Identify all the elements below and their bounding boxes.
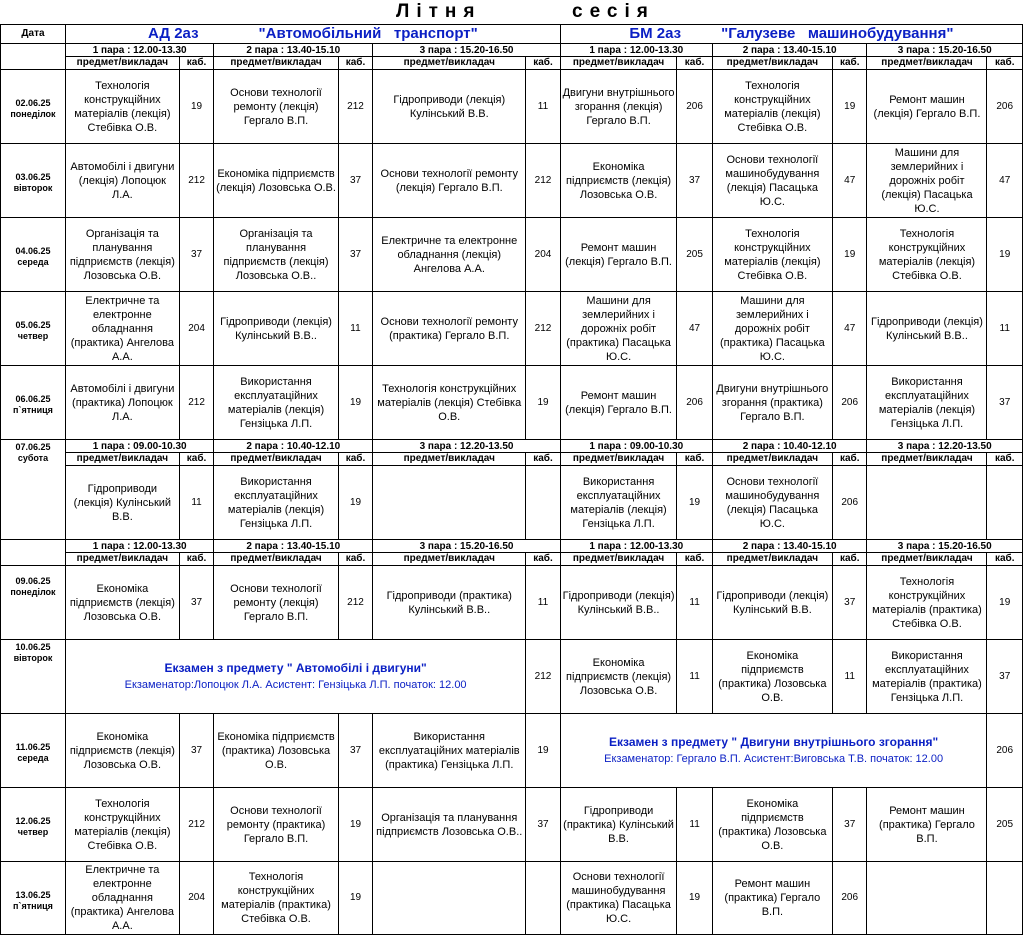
- pair-time: 3 пара : 12.20-13.50: [373, 440, 561, 453]
- room-cell: 212: [179, 144, 214, 218]
- lesson-cell: Використання експлуатаційних матеріалів (лекція) Гензіцька Л.П.: [214, 466, 338, 540]
- lesson-cell: Технологія конструкційних матеріалів (лекція) Стебівка О.В.: [867, 218, 987, 292]
- group-code: АД 2аз: [147, 25, 199, 42]
- lesson-cell: Ремонт машин (практика) Гергало В.П.: [712, 862, 832, 935]
- lesson-cell: Технологія конструкційних матеріалів (практика) Стебівка О.В.: [867, 566, 987, 640]
- lesson-cell: [867, 466, 987, 540]
- room-cell: 206: [832, 466, 867, 540]
- lesson-cell: Двигуни внутрішнього згорання (лекція) Гергало В.П.: [560, 70, 677, 144]
- subject-teacher-header: предмет/викладач: [214, 453, 338, 466]
- room-header: каб.: [987, 453, 1023, 466]
- date: 10.06.25: [15, 642, 51, 652]
- room-cell: 204: [179, 862, 214, 935]
- subject-teacher-header: предмет/викладач: [65, 453, 179, 466]
- room-header: каб.: [179, 453, 214, 466]
- subject-teacher-header: предмет/викладач: [560, 57, 677, 70]
- weekday: четвер: [17, 827, 49, 837]
- lesson-cell: Основи технології машинобудування (лекція) Пасацька Ю.С.: [712, 466, 832, 540]
- lesson-cell: Машини для землерийних і дорожніх робіт (практика) Пасацька Ю.С.: [560, 292, 677, 366]
- group-header-1: [65, 25, 560, 44]
- table-row: [1, 57, 1023, 70]
- room-header: каб.: [338, 453, 373, 466]
- room-cell: 212: [526, 292, 561, 366]
- room-cell: 11: [677, 788, 712, 862]
- room-header: каб.: [526, 453, 561, 466]
- room-cell: 212: [179, 788, 214, 862]
- subject-teacher-header: предмет/викладач: [214, 553, 338, 566]
- table-row: [1, 44, 1023, 57]
- room-cell: 206: [832, 862, 867, 935]
- lesson-cell: Використання експлуатаційних матеріалів (практика) Гензіцька Л.П.: [373, 714, 526, 788]
- date: 07.06.25: [15, 442, 51, 452]
- date-cell: [1, 714, 66, 788]
- subject-teacher-header: предмет/викладач: [373, 57, 526, 70]
- date-cell: [1, 144, 66, 218]
- date-cell: [1, 566, 66, 640]
- room-header: каб.: [832, 553, 867, 566]
- pair-time: 2 пара : 13.40-15.10: [712, 540, 867, 553]
- date-cell: [1, 218, 66, 292]
- table-row: [1, 453, 1023, 466]
- table-row: [1, 144, 1023, 218]
- lesson-cell: Ремонт машин (лекція) Гергало В.П.: [560, 218, 677, 292]
- subject-teacher-header: предмет/викладач: [65, 57, 179, 70]
- room-cell: 37: [987, 366, 1023, 440]
- room-header: каб.: [179, 553, 214, 566]
- date-cell: [1, 292, 66, 366]
- pair-time: 1 пара : 12.00-13.30: [65, 540, 213, 553]
- room-cell: 37: [832, 566, 867, 640]
- weekday: вівторок: [13, 183, 53, 193]
- lesson-cell: Гідроприводи (лекція) Кулінський В.В..: [214, 292, 338, 366]
- room-cell: 212: [526, 144, 561, 218]
- room-cell: 11: [832, 640, 867, 714]
- pair-time: 1 пара : 09.00-10.30: [65, 440, 213, 453]
- exam-title: Екзамен з предмету " Автомобілі і двигуни": [164, 660, 427, 675]
- exam-cell: [65, 640, 525, 714]
- room-cell: [526, 862, 561, 935]
- date-cell: [1, 70, 66, 144]
- lesson-cell: Машини для землерийних і дорожніх робіт (практика) Пасацька Ю.С.: [712, 292, 832, 366]
- lesson-cell: Електричне та електронне обладнання (практика) Ангелова А.А.: [65, 292, 179, 366]
- room-cell: 19: [338, 862, 373, 935]
- subject-teacher-header: предмет/викладач: [867, 453, 987, 466]
- table-row: [1, 292, 1023, 366]
- lesson-cell: Основи технології ремонту (лекція) Гергало В.П.: [373, 144, 526, 218]
- lesson-cell: Електричне та електронне обладнання (лекція) Ангелова А.А.: [373, 218, 526, 292]
- date-cell-empty: [1, 44, 66, 70]
- pair-time: 2 пара : 13.40-15.10: [214, 44, 373, 57]
- group-header-2: [560, 25, 1022, 44]
- lesson-cell: Економіка підприємств (лекція) Лозовська О.В.: [560, 144, 677, 218]
- room-cell: 19: [832, 218, 867, 292]
- room-cell: 212: [526, 640, 561, 714]
- pair-time: 1 пара : 12.00-13.30: [560, 44, 712, 57]
- date: 13.06.25: [15, 890, 51, 900]
- room-cell: 204: [526, 218, 561, 292]
- date: 04.06.25: [15, 246, 51, 256]
- room-header: каб.: [338, 57, 373, 70]
- pair-time: 3 пара : 15.20-16.50: [373, 44, 561, 57]
- lesson-cell: Основи технології ремонту (лекція) Гергало В.П.: [214, 70, 338, 144]
- lesson-cell: Технологія конструкційних матеріалів (лекція) Стебівка О.В.: [712, 70, 832, 144]
- lesson-cell: Основи технології ремонту (практика) Гергало В.П.: [373, 292, 526, 366]
- lesson-cell: Технологія конструкційних матеріалів (лекція) Стебівка О.В.: [65, 788, 179, 862]
- group-specialty: "Галузеве машинобудування": [721, 25, 954, 42]
- table-row: [1, 25, 1023, 44]
- timetable-table: [0, 24, 1023, 935]
- room-cell: 37: [987, 640, 1023, 714]
- lesson-cell: Економіка підприємств (практика) Лозовська О.В.: [712, 640, 832, 714]
- table-row: [1, 440, 1023, 453]
- pair-time: 3 пара : 15.20-16.50: [867, 44, 1023, 57]
- table-row: [1, 788, 1023, 862]
- room-cell: 19: [987, 218, 1023, 292]
- date: 05.06.25: [15, 320, 51, 330]
- lesson-cell: [373, 466, 526, 540]
- subject-teacher-header: предмет/викладач: [214, 57, 338, 70]
- date-cell: [1, 440, 66, 540]
- lesson-cell: Економіка підприємств (практика) Лозовська О.В.: [712, 788, 832, 862]
- room-header: каб.: [526, 57, 561, 70]
- table-row: [1, 553, 1023, 566]
- pair-time: 1 пара : 12.00-13.30: [65, 44, 213, 57]
- room-cell: 11: [987, 292, 1023, 366]
- lesson-cell: Ремонт машин (лекція) Гергало В.П.: [560, 366, 677, 440]
- room-cell: 11: [677, 640, 712, 714]
- subject-teacher-header: предмет/викладач: [560, 553, 677, 566]
- room-cell: [987, 862, 1023, 935]
- room-cell: 37: [338, 218, 373, 292]
- room-cell: 11: [677, 566, 712, 640]
- table-row: [1, 640, 1023, 714]
- room-cell: 11: [179, 466, 214, 540]
- weekday: понеділок: [10, 587, 56, 597]
- table-row: [1, 366, 1023, 440]
- room-cell: [526, 466, 561, 540]
- subject-teacher-header: предмет/викладач: [867, 553, 987, 566]
- room-header: каб.: [338, 553, 373, 566]
- lesson-cell: Організація та планування підприємств Лозовська О.В..: [373, 788, 526, 862]
- date-cell: [1, 366, 66, 440]
- room-cell: 11: [526, 70, 561, 144]
- room-cell: 19: [338, 366, 373, 440]
- room-cell: 206: [677, 70, 712, 144]
- room-cell: 19: [832, 70, 867, 144]
- room-header: каб.: [179, 57, 214, 70]
- lesson-cell: Використання експлуатаційних матеріалів (практика) Гензіцька Л.П.: [867, 640, 987, 714]
- lesson-cell: Основи технології машинобудування (лекція) Пасацька Ю.С.: [712, 144, 832, 218]
- exam-title: Екзамен з предмету " Двигуни внутрішнього згорання": [609, 734, 939, 749]
- room-cell: 19: [526, 366, 561, 440]
- subject-teacher-header: предмет/викладач: [712, 57, 832, 70]
- group-specialty: "Автомобільний транспорт": [258, 25, 478, 42]
- lesson-cell: Економіка підприємств (лекція) Лозовська О.В.: [214, 144, 338, 218]
- room-cell: 37: [526, 788, 561, 862]
- room-cell: 212: [338, 566, 373, 640]
- lesson-cell: Гідроприводи (лекція) Кулінський В.В.: [373, 70, 526, 144]
- room-cell: 205: [677, 218, 712, 292]
- lesson-cell: Електричне та електронне обладнання (практика) Ангелова А.А.: [65, 862, 179, 935]
- pair-time: 2 пара : 10.40-12.10: [712, 440, 867, 453]
- pair-time: 2 пара : 13.40-15.10: [712, 44, 867, 57]
- room-header: каб.: [677, 553, 712, 566]
- weekday: понеділок: [10, 109, 56, 119]
- subject-teacher-header: предмет/викладач: [65, 553, 179, 566]
- lesson-cell: Двигуни внутрішнього згорання (практика) Гергало В.П.: [712, 366, 832, 440]
- room-cell: 47: [832, 144, 867, 218]
- table-row: [1, 70, 1023, 144]
- pair-time: 3 пара : 15.20-16.50: [373, 540, 561, 553]
- table-row: [1, 540, 1023, 553]
- room-cell: 37: [677, 144, 712, 218]
- weekday: субота: [17, 453, 49, 463]
- group-code: БМ 2аз: [629, 25, 682, 42]
- lesson-cell: Використання експлуатаційних матеріалів (лекція) Гензіцька Л.П.: [867, 366, 987, 440]
- pair-time: 2 пара : 13.40-15.10: [214, 540, 373, 553]
- pair-time: 1 пара : 12.00-13.30: [560, 540, 712, 553]
- room-cell: 19: [526, 714, 561, 788]
- title-part-2: сесія: [572, 1, 655, 22]
- room-cell: 11: [526, 566, 561, 640]
- room-header: каб.: [526, 553, 561, 566]
- room-header: каб.: [987, 57, 1023, 70]
- exam-details: Екзаменатор:Лопоцюк Л.А. Асистент: Гензіцька Л.П. початок: 12.00: [124, 678, 467, 691]
- date-cell: [1, 640, 66, 714]
- lesson-cell: Використання експлуатаційних матеріалів (лекція) Гензіцька Л.П.: [560, 466, 677, 540]
- room-cell: 212: [179, 366, 214, 440]
- weekday: п`ятниця: [13, 405, 53, 415]
- table-row: [1, 862, 1023, 935]
- room-header: каб.: [832, 453, 867, 466]
- room-cell: 37: [338, 144, 373, 218]
- lesson-cell: Основи технології ремонту (лекція) Гергало В.П.: [214, 566, 338, 640]
- lesson-cell: Автомобілі і двигуни (практика) Лопоцюк Л.А.: [65, 366, 179, 440]
- lesson-cell: Гідроприводи (лекція) Кулінський В.В.: [712, 566, 832, 640]
- room-cell: 37: [179, 218, 214, 292]
- lesson-cell: Організація та планування підприємств (лекція) Лозовська О.В..: [214, 218, 338, 292]
- lesson-cell: Машини для землерийних і дорожніх робіт (лекція) Пасацька Ю.С.: [867, 144, 987, 218]
- table-row: [1, 218, 1023, 292]
- room-cell: 37: [179, 566, 214, 640]
- room-cell: 206: [987, 70, 1023, 144]
- weekday: середа: [17, 257, 49, 267]
- date-header: Дата: [1, 25, 66, 44]
- lesson-cell: [373, 862, 526, 935]
- date: 03.06.25: [15, 172, 51, 182]
- room-cell: 205: [987, 788, 1023, 862]
- room-header: каб.: [987, 553, 1023, 566]
- date: 11.06.25: [15, 742, 51, 752]
- room-cell: 37: [179, 714, 214, 788]
- pair-time: 2 пара : 10.40-12.10: [214, 440, 373, 453]
- room-cell: 47: [677, 292, 712, 366]
- room-cell: 19: [179, 70, 214, 144]
- exam-details: Екзаменатор: Гергало В.П. Асистент:Виговська Т.В. початок: 12.00: [604, 752, 944, 765]
- weekday: вівторок: [13, 653, 53, 663]
- subject-teacher-header: предмет/викладач: [373, 453, 526, 466]
- room-cell: 204: [179, 292, 214, 366]
- table-row: [1, 566, 1023, 640]
- room-cell: 206: [987, 714, 1023, 788]
- weekday: середа: [17, 753, 49, 763]
- title-part-1: Літня: [396, 1, 482, 22]
- room-cell: [987, 466, 1023, 540]
- table-row: [1, 714, 1023, 788]
- exam-cell: [560, 714, 987, 788]
- lesson-cell: Гідроприводи (практика) Кулінський В.В.: [560, 788, 677, 862]
- pair-time: 1 пара : 09.00-10.30: [560, 440, 712, 453]
- room-cell: 206: [677, 366, 712, 440]
- date: 12.06.25: [15, 816, 51, 826]
- room-header: каб.: [832, 57, 867, 70]
- lesson-cell: Економіка підприємств (лекція) Лозовська О.В.: [65, 714, 179, 788]
- date-cell: [1, 862, 66, 935]
- lesson-cell: Технологія конструкційних матеріалів (лекція) Стебівка О.В.: [712, 218, 832, 292]
- subject-teacher-header: предмет/викладач: [560, 453, 677, 466]
- lesson-cell: Економіка підприємств (лекція) Лозовська О.В.: [560, 640, 677, 714]
- lesson-cell: Економіка підприємств (практика) Лозовська О.В.: [214, 714, 338, 788]
- lesson-cell: Ремонт машин (практика) Гергало В.П.: [867, 788, 987, 862]
- weekday: четвер: [17, 331, 49, 341]
- lesson-cell: Автомобілі і двигуни (лекція) Лопоцюк Л.А.: [65, 144, 179, 218]
- pair-time: 3 пара : 12.20-13.50: [867, 440, 1023, 453]
- subject-teacher-header: предмет/викладач: [867, 57, 987, 70]
- lesson-cell: Гідроприводи (лекція) Кулінський В.В.: [65, 466, 179, 540]
- date-cell: [1, 788, 66, 862]
- room-cell: 11: [338, 292, 373, 366]
- date: 09.06.25: [15, 576, 51, 586]
- pair-time: 3 пара : 15.20-16.50: [867, 540, 1023, 553]
- table-row: [1, 466, 1023, 540]
- date: 06.06.25: [15, 394, 51, 404]
- lesson-cell: Гідроприводи (лекція) Кулінський В.В..: [867, 292, 987, 366]
- room-cell: 19: [338, 466, 373, 540]
- room-cell: 47: [832, 292, 867, 366]
- lesson-cell: [867, 862, 987, 935]
- room-cell: 19: [677, 862, 712, 935]
- lesson-cell: Технологія конструкційних матеріалів (лекція) Стебівка О.В.: [65, 70, 179, 144]
- room-header: каб.: [677, 57, 712, 70]
- lesson-cell: Використання експлуатаційних матеріалів (лекція) Гензіцька Л.П.: [214, 366, 338, 440]
- lesson-cell: Технологія конструкційних матеріалів (практика) Стебівка О.В.: [214, 862, 338, 935]
- lesson-cell: Організація та планування підприємств (лекція) Лозовська О.В.: [65, 218, 179, 292]
- subject-teacher-header: предмет/викладач: [712, 453, 832, 466]
- room-cell: 47: [987, 144, 1023, 218]
- lesson-cell: Технологія конструкційних матеріалів (лекція) Стебівка О.В.: [373, 366, 526, 440]
- room-cell: 37: [338, 714, 373, 788]
- room-cell: 206: [832, 366, 867, 440]
- weekday: п`ятниця: [13, 901, 53, 911]
- lesson-cell: Гідроприводи (лекція) Кулінський В.В..: [560, 566, 677, 640]
- room-header: каб.: [677, 453, 712, 466]
- room-cell: 19: [987, 566, 1023, 640]
- subject-teacher-header: предмет/викладач: [712, 553, 832, 566]
- date-cell-empty: [1, 540, 66, 566]
- lesson-cell: Основи технології ремонту (практика) Гергало В.П.: [214, 788, 338, 862]
- lesson-cell: Гідроприводи (практика) Кулінський В.В..: [373, 566, 526, 640]
- lesson-cell: Ремонт машин (лекція) Гергало В.П.: [867, 70, 987, 144]
- lesson-cell: Основи технології машинобудування (практика) Пасацька Ю.С.: [560, 862, 677, 935]
- title-row: [0, 0, 1023, 24]
- lesson-cell: Економіка підприємств (лекція) Лозовська О.В.: [65, 566, 179, 640]
- room-cell: 37: [832, 788, 867, 862]
- date: 02.06.25: [15, 98, 51, 108]
- room-cell: 212: [338, 70, 373, 144]
- room-cell: 19: [338, 788, 373, 862]
- room-cell: 19: [677, 466, 712, 540]
- subject-teacher-header: предмет/викладач: [373, 553, 526, 566]
